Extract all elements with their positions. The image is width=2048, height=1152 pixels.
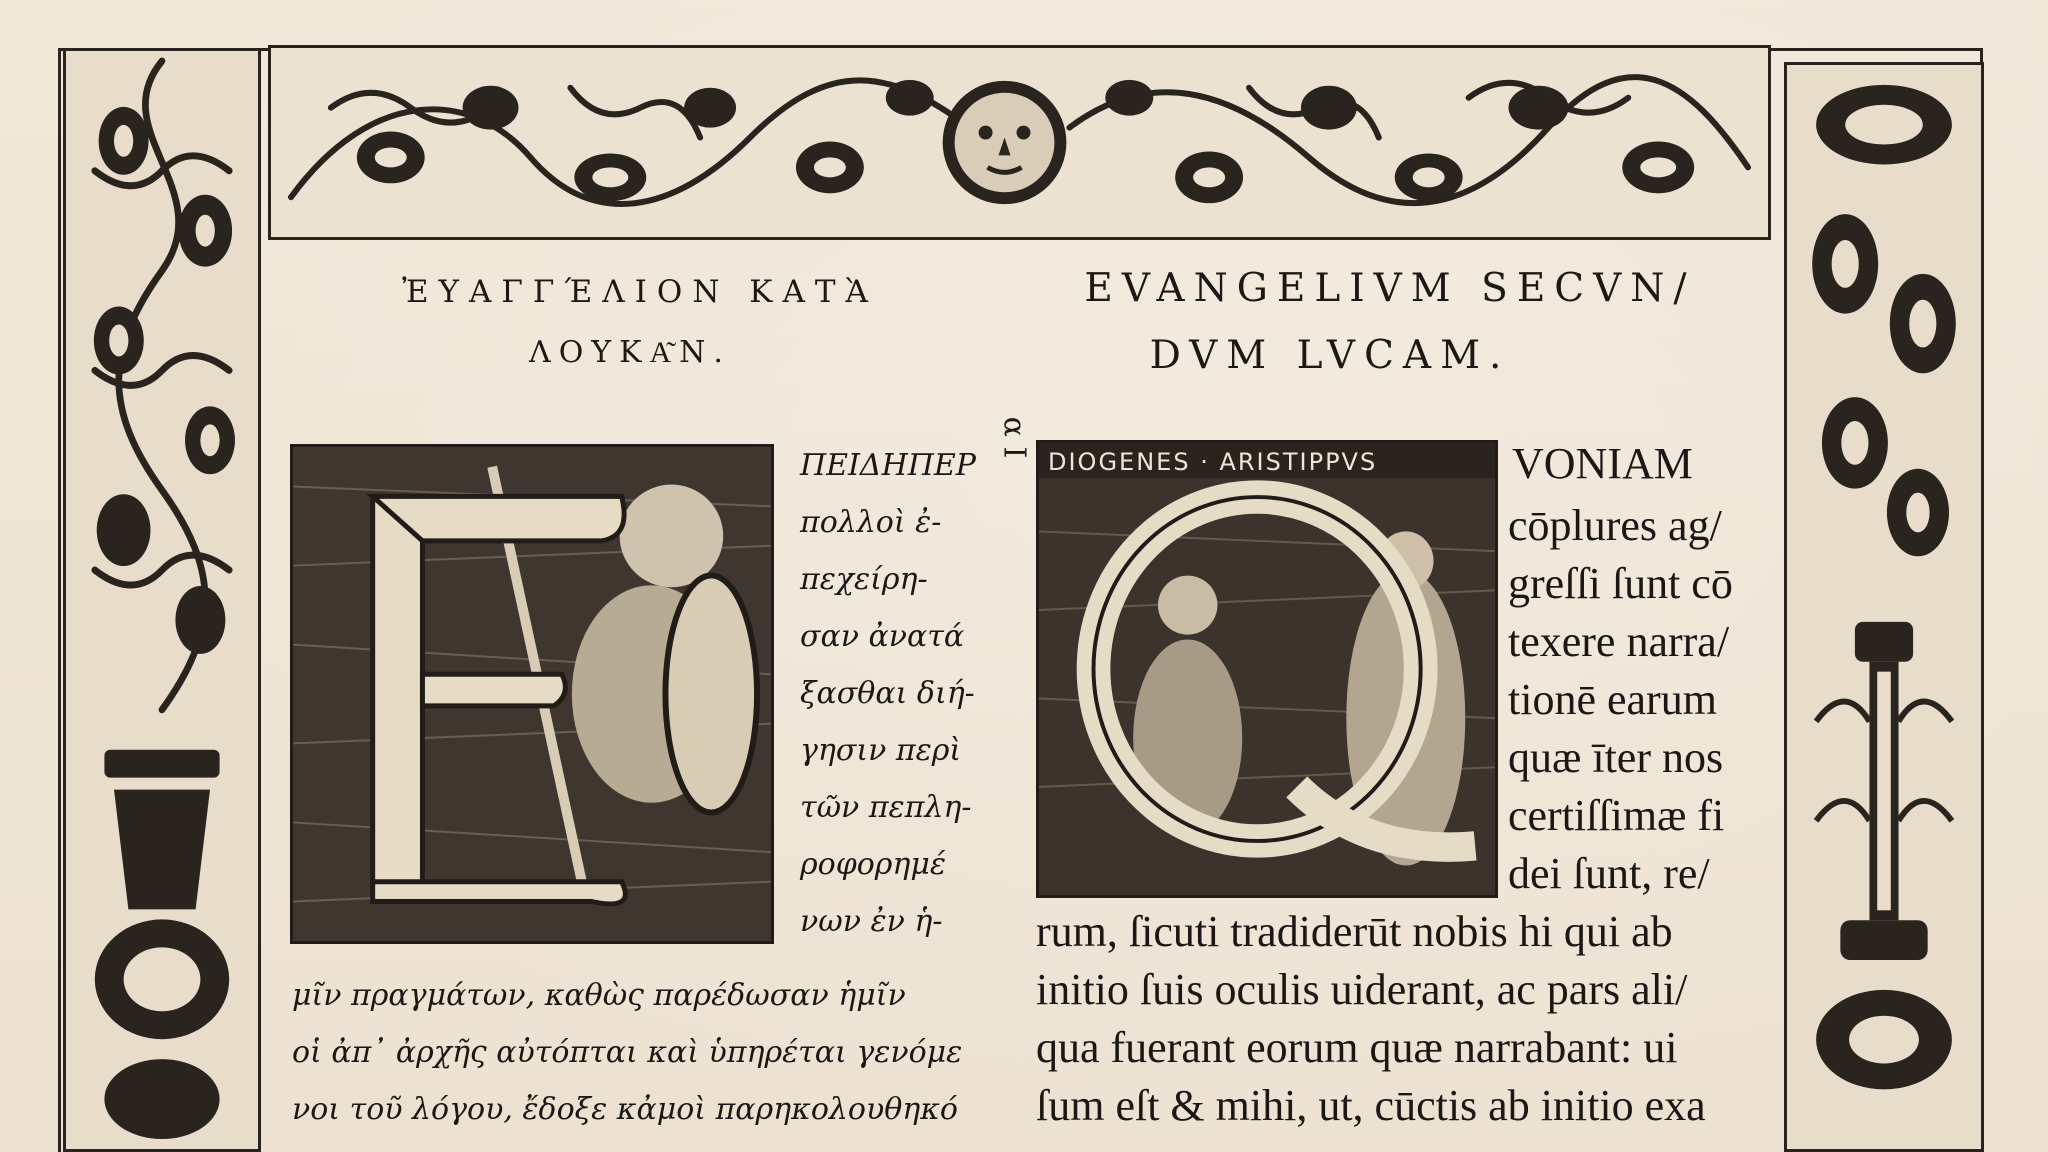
decorated-initial-e-icon	[293, 447, 771, 941]
foliage-ornament-icon	[271, 48, 1768, 237]
greek-side-line: ξασθαι διή-	[800, 676, 975, 711]
latin-body-line: rum, ſicuti tradiderūt nobis hi qui ab	[1036, 907, 1673, 956]
latin-side-line: greſſi ſunt cō	[1508, 559, 1733, 608]
latin-side-line: cōplures ag/	[1508, 501, 1722, 550]
greek-body-line: οἱ ἀπ᾽ ἀρχῆς αὐτόπται καὶ ὑπηρέται γενόμε	[292, 1035, 963, 1070]
greek-side-line: πολλοὶ ἐ-	[800, 505, 942, 540]
greek-title-line-1: ἘΥΑΓΓΈΛΙΟΝ ΚΑΤᾺ	[402, 274, 878, 310]
top-ornamental-border	[268, 45, 1771, 240]
greek-side-line: γησιν περὶ	[800, 733, 962, 768]
initial-Q-woodcut	[1036, 440, 1498, 898]
latin-side-line: quæ īter nos	[1508, 733, 1724, 782]
column-ornament-icon	[66, 51, 258, 1149]
face-icon	[943, 81, 1067, 204]
latin-title-line-2: DVM LVCAM.	[1149, 333, 1511, 378]
greek-side-line: πεχείρη-	[800, 562, 928, 597]
right-ornamental-border	[1784, 62, 1984, 1152]
greek-side-line: ΠΕΙΔΗΠΕΡ	[800, 448, 976, 483]
latin-body-line: qua fuerant eorum quæ narrabant: ui	[1036, 1023, 1678, 1072]
greek-side-line: ροφορημέ	[800, 847, 946, 882]
greek-title-line-2: ΛΟΥΚΑ͂Ν.	[529, 335, 731, 370]
greek-body-line: μῖν πραγμάτων, καθὼς παρέδωσαν ἡμῖν	[292, 978, 906, 1013]
latin-side-line: tionē earum	[1508, 675, 1717, 724]
initial-E-woodcut	[290, 444, 774, 944]
initial-caption: DIOGENES · ARISTIPPVS	[1048, 448, 1378, 476]
latin-body-line: ſum eſt & mihi, ut, cūctis ab initio exa	[1036, 1081, 1706, 1130]
decorated-initial-q-icon	[1039, 443, 1495, 895]
latin-side-line: texere narra/	[1508, 617, 1730, 666]
latin-side-line: dei ſunt, re/	[1508, 849, 1710, 898]
candelabrum-ornament-icon	[1787, 65, 1981, 1149]
greek-side-line: σαν ἀνατά	[800, 619, 965, 654]
latin-title-line-1: EVANGELIVM SECVN/	[1084, 266, 1696, 311]
latin-body-line: initio ſuis oculis uiderant, ac pars ali/	[1036, 965, 1688, 1014]
greek-side-line: νων ἐν ἡ-	[800, 904, 943, 939]
greek-body-line: νοι τοῦ λόγου, ἔδοξε κἀμοὶ παρηκολουθηκό	[292, 1092, 958, 1127]
latin-side-line: certiſſimæ fi	[1508, 791, 1725, 840]
folio-marker: α Ι	[996, 416, 1032, 459]
left-ornamental-border	[63, 48, 261, 1152]
latin-side-line: VONIAM	[1512, 439, 1693, 488]
greek-side-line: τῶν πεπλη-	[800, 790, 972, 825]
